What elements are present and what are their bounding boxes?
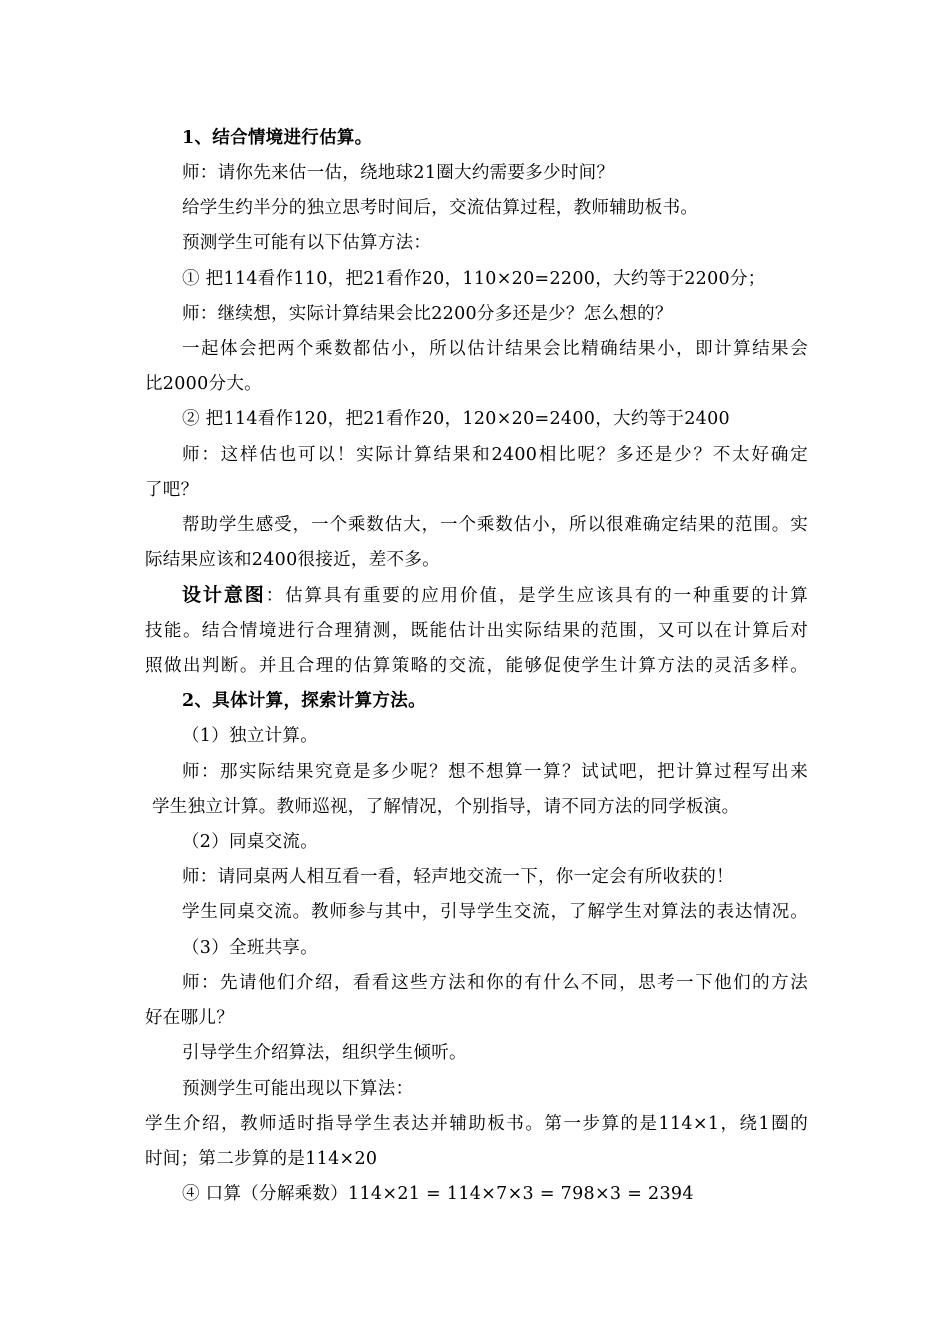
teacher-question-2: 师：继续想，实际计算结果会比2200分多还是少？怎么想的？ [182,304,673,324]
teacher-question-4: 师：那实际结果究竟是多少呢？想不想算一算？试试吧，把计算过程写出来 [182,762,808,782]
design-intent-line-a [182,583,808,608]
predict-text: 预测学生可能有以下估算方法： [182,233,432,253]
design-intent-label: 设计意图 [182,584,266,606]
teacher-question-6-line-b: 好在哪儿？ [145,1008,234,1028]
intro-text-line-b: 时间；第二步算的是114×20 [145,1149,378,1169]
teacher-question-1: 师：请你先来估一估，绕地球21圈大约需要多少时间？ [182,163,615,183]
calc-method-4: ④ 口算（分解乘数）114×21 = 114×7×3 = 798×3 = 2394 [182,1184,694,1204]
teacher-question-6-line-a: 师：先请他们介绍，看看这些方法和你的有什么不同，思考一下他们的方法 [182,973,808,993]
predict-2-text: 预测学生可能出现以下算法： [182,1079,414,1099]
explain-1-line-b: 比2000分大。 [145,374,262,394]
help-text-line-a: 帮助学生感受，一个乘数估大，一个乘数估小，所以很难确定结果的范围。实 [182,515,808,535]
estimate-method-2: ② 把114看作120，把21看作20，120×20=2400，大约等于2400 [182,409,730,429]
intro-text-line-a: 学生介绍，教师适时指导学生表达并辅助板书。第一步算的是114×1，绕1圈的 [145,1114,808,1134]
think-time-text: 给学生约半分的独立思考时间后，交流估算过程，教师辅助板书。 [182,198,699,218]
teacher-question-3-line-a: 师：这样估也可以！实际计算结果和2400相比呢？多还是少？不太好确定 [182,445,808,465]
explain-1-line-a: 一起体会把两个乘数都估小，所以估计结果会比精确结果小，即计算结果会 [182,339,808,359]
design-intent-line-b: 技能。结合情境进行合理猜测，既能估计出实际结果的范围，又可以在计算后对 [145,621,808,641]
design-intent-text-a: ：估算具有重要的应用价值，是学生应该具有的一种重要的计算 [265,586,808,606]
teacher-question-3-line-b: 了吧？ [145,480,199,500]
student-calc-text: 学生独立计算。教师巡视，了解情况，个别指导，请不同方法的同学板演。 [152,797,740,817]
step-3-label: （3）全班共享。 [182,938,319,958]
pair-talk-text: 学生同桌交流。教师参与其中，引导学生交流，了解学生对算法的表达情况。 [182,902,808,922]
design-intent-line-c: 照做出判断。并且合理的估算策略的交流，能够促使学生计算方法的灵活多样。 [145,656,808,676]
help-text-line-b: 际结果应该和2400很接近，差不多。 [145,550,440,570]
step-2-label: （2）同桌交流。 [182,832,319,852]
section-1-heading: 1、结合情境进行估算。 [182,128,373,148]
guide-text: 引导学生介绍算法，组织学生倾听。 [182,1043,467,1063]
estimate-method-1: ① 把114看作110，把21看作20，110×20=2200，大约等于2200分； [182,269,766,289]
section-2-heading: 2、具体计算，探索计算方法。 [182,691,426,711]
teacher-question-5: 师：请同桌两人相互看一看，轻声地交流一下，你一定会有所收获的！ [182,867,734,887]
step-1-label: （1）独立计算。 [182,726,319,746]
